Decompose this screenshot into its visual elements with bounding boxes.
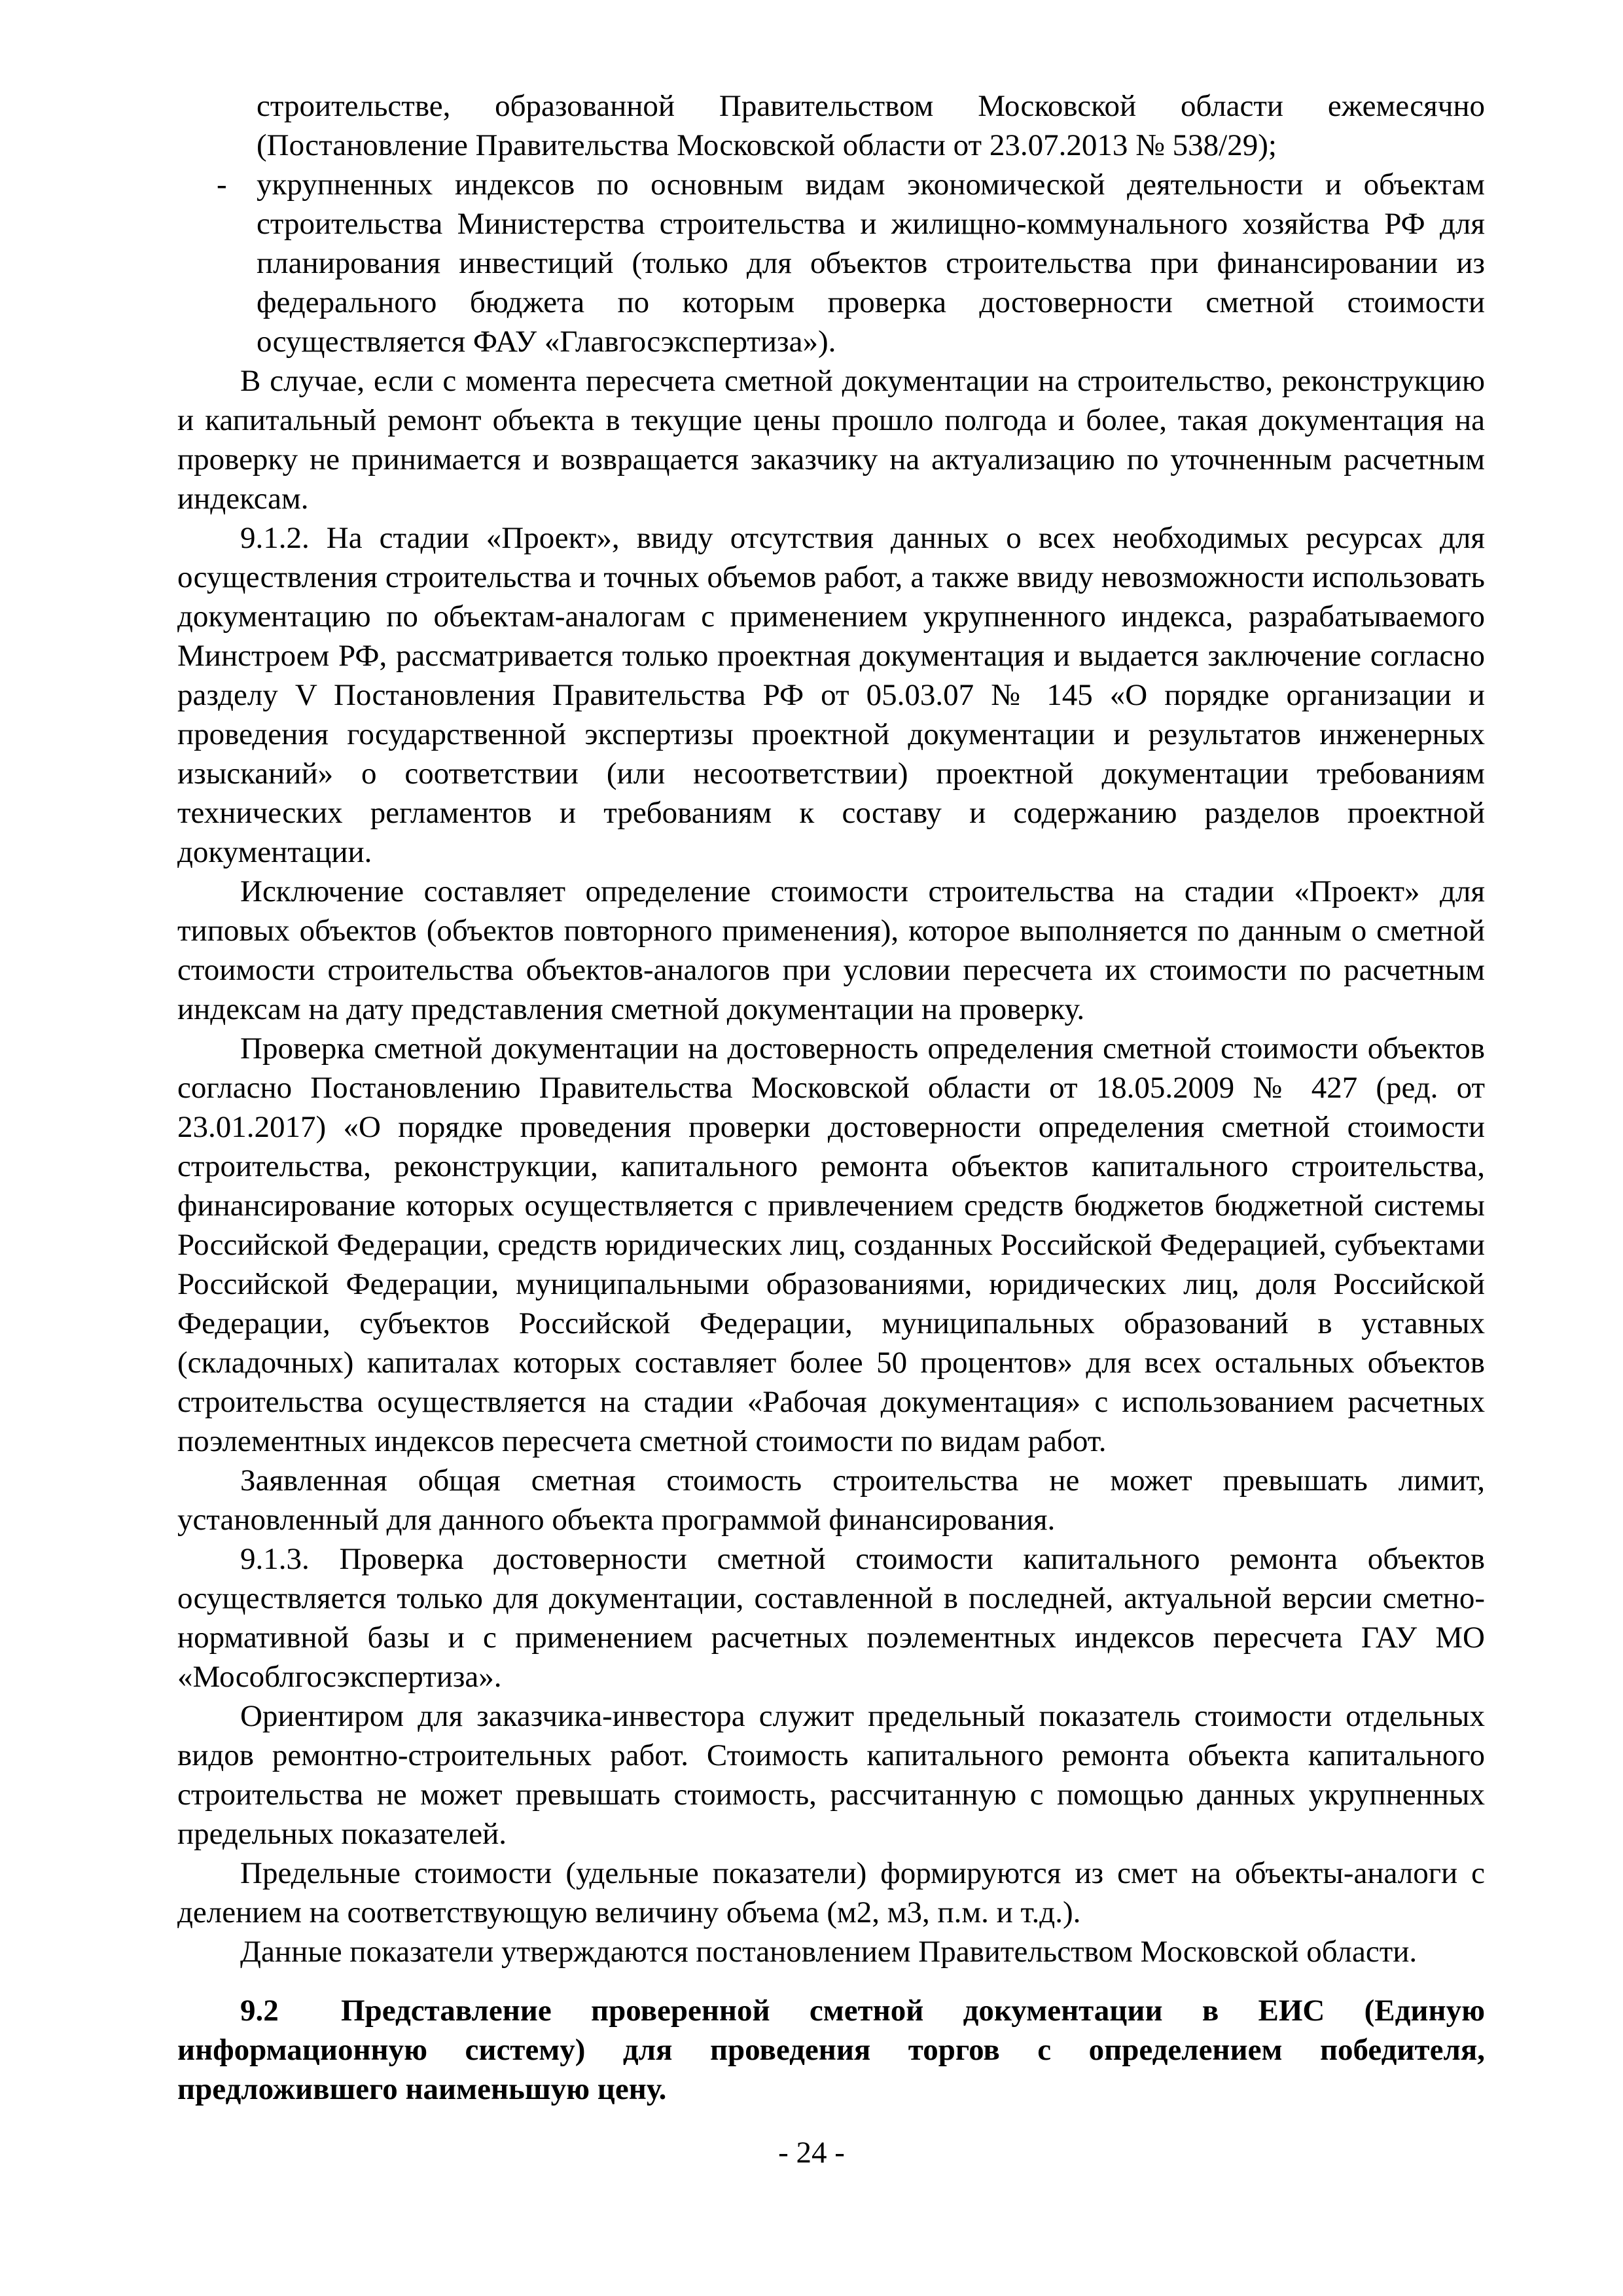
paragraph-recalculation: В случае, если с момента пересчета сметной документации на строительство, реконструкцию и капитальный ремонт объекта в текущие цены прошло полгода и более, такая документация на проверку не принимается и возвращается заказчику на актуализацию по уточненным расчетным индексам. [177,364,1485,516]
paragraph-9-1-2: 9.1.2. На стадии «Проект», ввиду отсутствия данных о всех необходимых ресурсах для осуществления строительства и точных объемов работ, а также ввиду невозможности использовать документацию по объектам-аналогам с применением укрупненного индекса, разрабатываемого Минстроем РФ, рассматривается только проектная документация и выдается заключение согласно разделу V Постановления Правительства РФ от 05.03.07 № 145 «О порядке организации и проведения государственной экспертизы проектной документации и результатов инженерных изысканий» о соответствии (или несоответствии) проектной документации требованиям технических регламентов и требованиям к составу и содержанию разделов проектной документации. [177,521,1485,869]
bullet-item [177,165,1485,361]
bullet-dash: - [217,168,227,202]
paragraph-benchmark: Ориентиром для заказчика-инвестора служит предельный показатель стоимости отдельных видов ремонтно-строительных работ. Стоимость капитального ремонта объекта капитального строительства не может превышать стоимость, рассчитанную с помощью данных укрупненных предельных показателей. [177,1699,1485,1851]
page-content [177,86,1485,2109]
page-number: - 24 - [778,2136,845,2170]
bullet-text: укрупненных индексов по основным видам экономической деятельности и объектам строительства Министерства строительства и жилищно-коммунального хозяйства РФ для планирования инвестиций (только для объектов строительства при финансировании из федерального бюджета по которым проверка достоверности сметной стоимости осуществляется ФАУ «Главгосэкспертиза»). [257,168,1485,359]
paragraph-verification: Проверка сметной документации на достоверность определения сметной стоимости объектов согласно Постановлению Правительства Московской области от 18.05.2009 № 427 (ред. от 23.01.2017) «О порядке проведения проверки достоверности определения сметной стоимости строительства, реконструкции, капитального ремонта объектов капитального строительства, финансирование которых осуществляется с привлечением средств бюджетов бюджетной системы Российской Федерации, средств юридических лиц, созданных Российской Федерацией, субъектами Российской Федерации, муниципальными образованиями, юридических лиц, доля Российской Федерации, субъектов Российской Федерации, муниципальных образований в уставных (складочных) капиталах которых составляет более 50 процентов» для всех остальных объектов строительства осуществляется на стадии «Рабочая документация» с использованием расчетных поэлементных индексов пересчета сметной стоимости по видам работ. [177,1031,1485,1458]
paragraph-declared-cost: Заявленная общая сметная стоимость строительства не может превышать лимит, установленный для данного объекта программой финансирования. [177,1463,1485,1537]
paragraph-approval: Данные показатели утверждаются постановлением Правительством Московской области. [240,1935,1418,1969]
paragraph-limit-costs: Предельные стоимости (удельные показатели) формируются из смет на объекты-аналоги с делением на соответствующую величину объема (м2, м3, п.м. и т.д.). [177,1856,1485,1929]
section-heading-9-2 [177,1991,1485,2109]
paragraph-exception: Исключение составляет определение стоимости строительства на стадии «Проект» для типовых объектов (объектов повторного применения), которое выполняется по данным о сметной стоимости строительства объектов-аналогов при условии пересчета их стоимости по расчетным индексам на дату представления сметной документации на проверку. [177,874,1485,1026]
section-title: Представление проверенной сметной документации в ЕИС (Единую информационную систему) для проведения торгов с определением победителя, предложившего наименьшую цену. [177,1994,1485,2106]
paragraph-continuation: строительстве, образованной Правительством Московской области ежемесячно (Постановление Правительства Московской области от 23.07.2013 № 538/29); [257,89,1485,162]
section-number: 9.2 [240,1994,279,2028]
paragraph-9-1-3: 9.1.3. Проверка достоверности сметной стоимости капитального ремонта объектов осуществляется только для документации, составленной в последней, актуальной версии сметно-нормативной базы и с применением расчетных поэлементных индексов пересчета ГАУ МО «Мособлгосэкспертиза». [177,1542,1485,1694]
